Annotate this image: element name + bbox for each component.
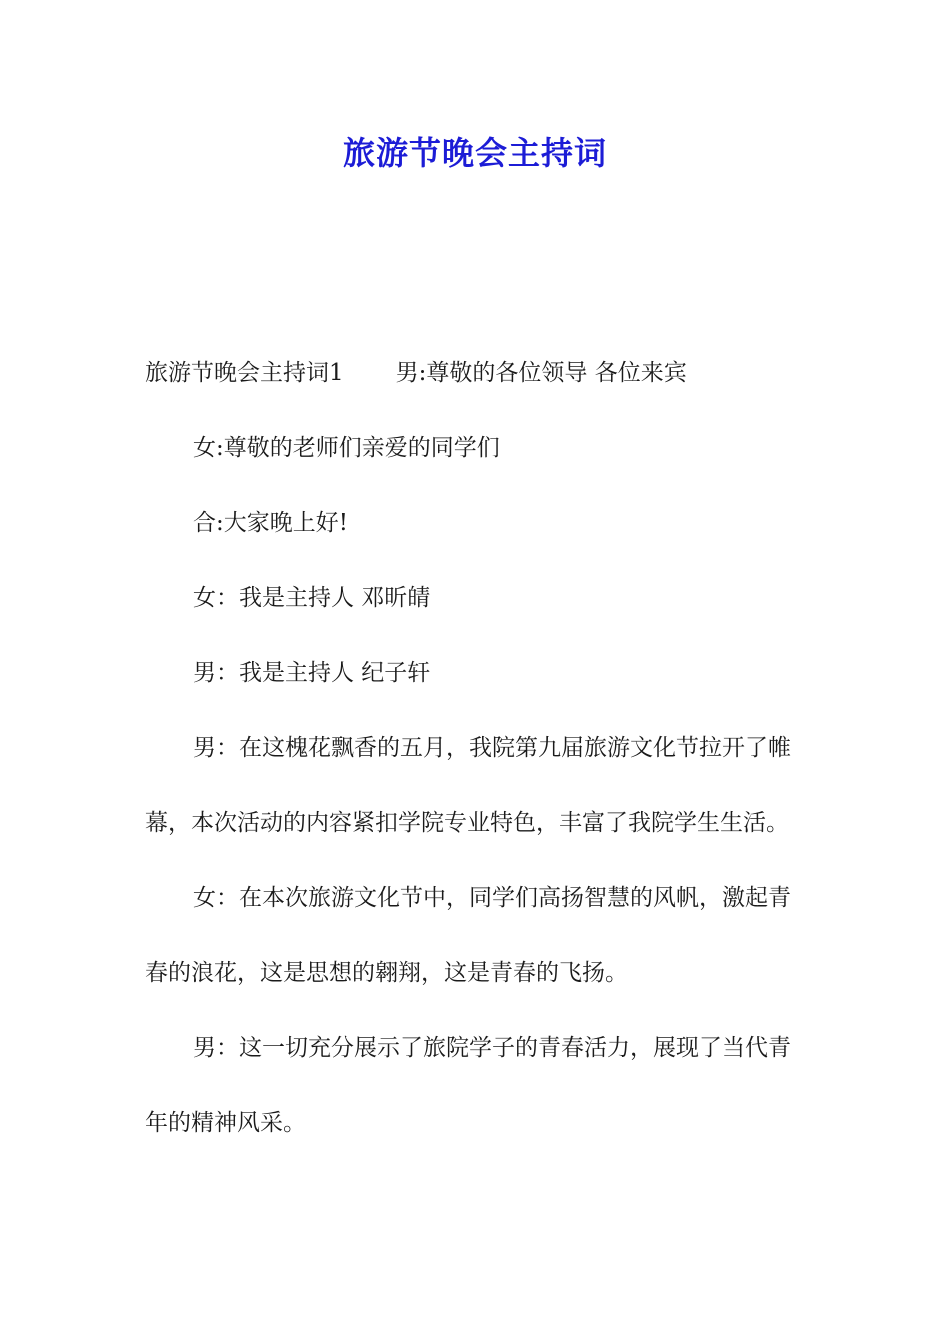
- paragraph: 女:尊敬的老师们亲爱的同学们: [193, 435, 500, 461]
- paragraph: 女：我是主持人 邓昕皘: [193, 585, 431, 611]
- section-heading: 旅游节晚会主持词1: [145, 360, 344, 386]
- paragraph: 合:大家晚上好!: [193, 510, 348, 536]
- document-title: 旅游节晚会主持词: [342, 134, 607, 172]
- paragraph: 女：在本次旅游文化节中，同学们高扬智慧的风帆，激起青春的浪花，这是思想的翱翔，这是青春的飞扬。: [145, 885, 791, 986]
- paragraph: 男：在这槐花飘香的五月，我院第九届旅游文化节拉开了帷幕，本次活动的内容紧扣学院专业特色，丰富了我院学生生活。: [145, 735, 791, 836]
- paragraph: 男：我是主持人 纪子轩: [193, 660, 431, 686]
- document-body: [145, 336, 805, 1161]
- paragraph: 男：这一切充分展示了旅院学子的青春活力，展现了当代青年的精神风采。: [145, 1035, 791, 1136]
- first-paragraph: [145, 336, 805, 411]
- first-line-text: 男:尊敬的各位领导 各位来宾: [395, 360, 687, 386]
